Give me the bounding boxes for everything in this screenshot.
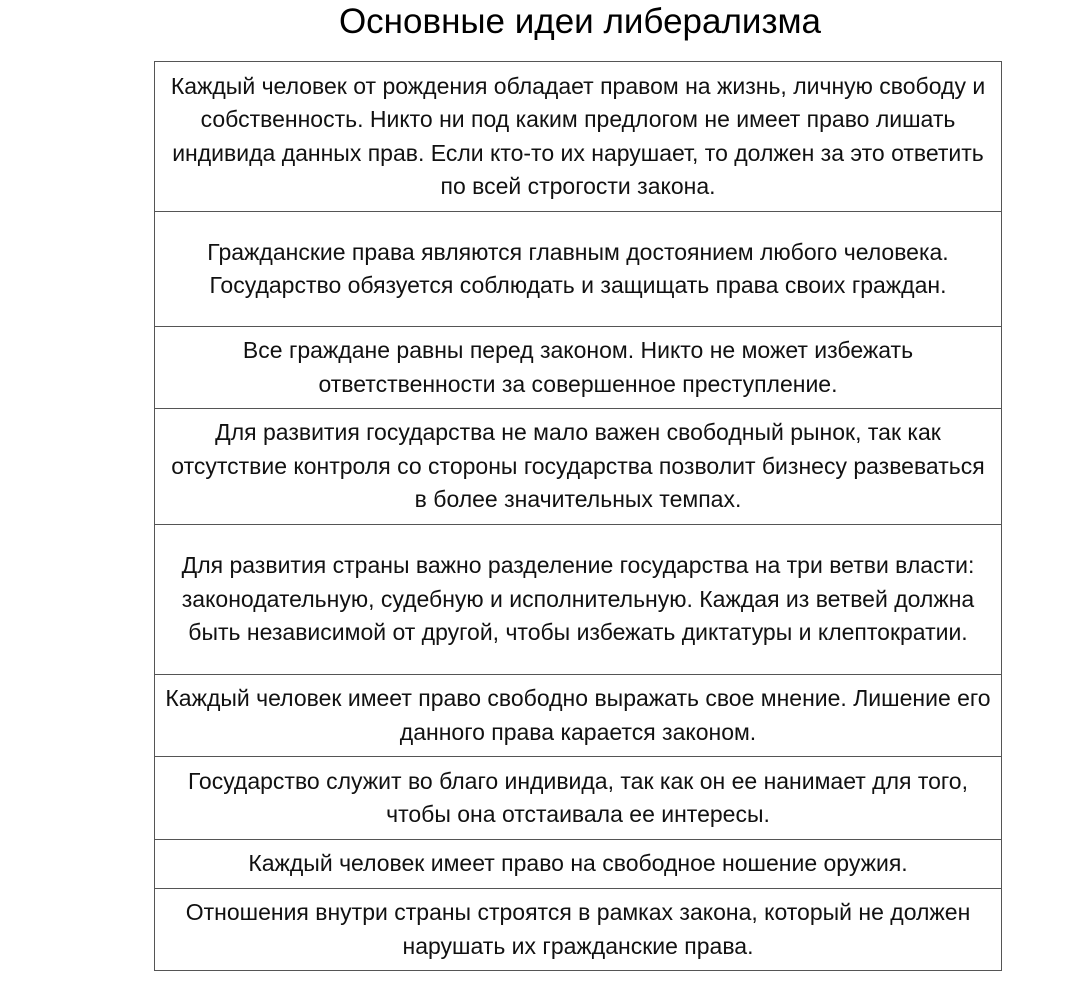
idea-cell: Каждый человек имеет право на свободное ношение оружия. [155, 840, 1002, 889]
idea-cell: Государство служит во благо индивида, так как он ее нанимает для того, чтобы она отстаивала ее интересы. [155, 757, 1002, 840]
idea-cell: Для развития страны важно разделение государства на три ветви власти: законодательную, судебную и исполнительную. Каждая из ветвей должна быть независимой от другой, чтобы избежать диктатуры и клептократии. [155, 525, 1002, 675]
table-row [155, 889, 1002, 971]
table-row [155, 62, 1002, 212]
idea-cell: Каждый человек от рождения обладает правом на жизнь, личную свободу и собственность. Никто ни под каким предлогом не имеет право лишать индивида данных прав. Если кто-то их нарушает, то должен за это ответить по всей строгости закона. [155, 62, 1002, 212]
idea-cell: Отношения внутри страны строятся в рамках закона, который не должен нарушать их гражданские права. [155, 889, 1002, 971]
ideas-table [154, 61, 1002, 971]
table-row [155, 327, 1002, 409]
idea-cell: Для развития государства не мало важен свободный рынок, так как отсутствие контроля со стороны государства позволит бизнесу развеваться в более значительных темпах. [155, 409, 1002, 525]
idea-cell: Каждый человек имеет право свободно выражать свое мнение. Лишение его данного права карается законом. [155, 675, 1002, 757]
table-row [155, 840, 1002, 889]
table-row [155, 675, 1002, 757]
table-row [155, 525, 1002, 675]
table-row [155, 409, 1002, 525]
page-title: Основные идеи либерализма [338, 2, 822, 41]
table-row [155, 212, 1002, 327]
idea-cell: Все граждане равны перед законом. Никто не может избежать ответственности за совершенное преступление. [155, 327, 1002, 409]
table-row [155, 757, 1002, 840]
idea-cell: Гражданские права являются главным достоянием любого человека. Государство обязуется соблюдать и защищать права своих граждан. [155, 212, 1002, 327]
